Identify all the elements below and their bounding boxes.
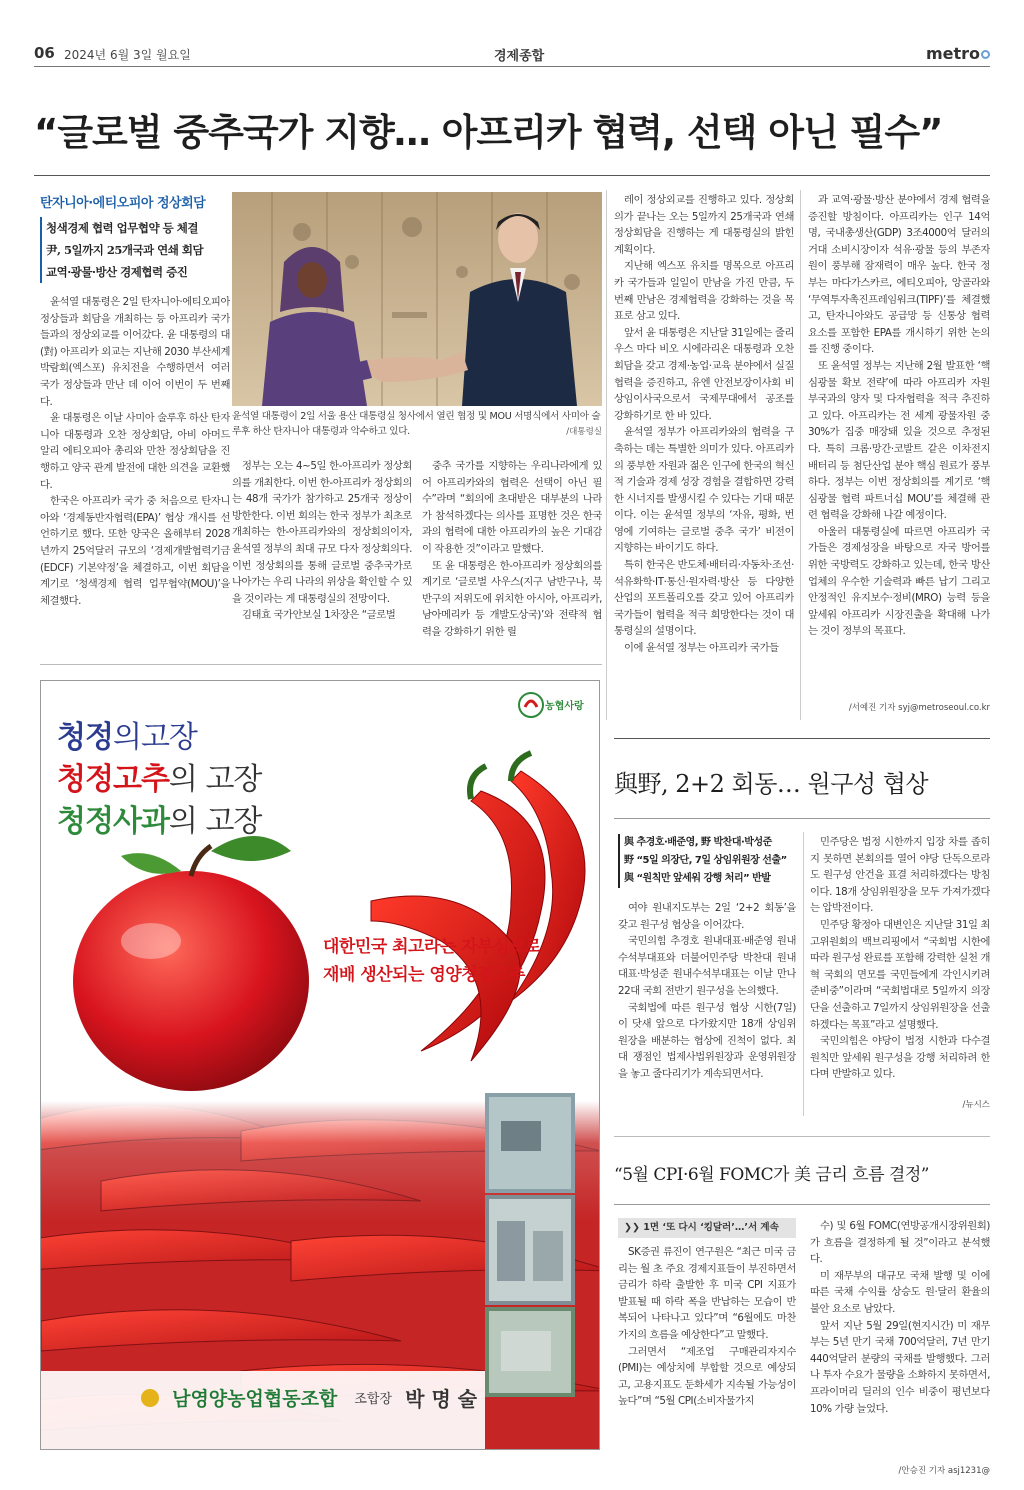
story2-col-1 <box>618 900 796 1112</box>
paragraph: 윤석열 정부가 아프리카와의 협력을 구축하는 데는 특별한 의미가 있다. 아프리카의 풍부한 자원과 젊은 인구에 한국의 혁신적 기술과 경제 성장 경험을 결합하면 강력한 시너지를 발생시킬 수 있다는 기대 때문이다. 이는 윤석열 정부의 ‘자유, 평화, 번영에 기여하는 글로벌 중추 국가’ 비전이 지향하는 바이기도 하다. <box>614 426 794 555</box>
main-col-4 <box>614 192 794 712</box>
main-byline: /서예진 기자 syj@metroseoul.co.kr <box>848 703 990 713</box>
story3-col-1 <box>618 1244 796 1480</box>
paragraph: 중추 국가를 지향하는 우리나라에게 있어 아프리카와의 협력은 선택이 아닌 필수”라며 “회의에 초대받은 대부분의 나라가 참석하겠다는 의사를 표명한 것은 한국과의 협력에 대한 아프리카의 높은 기대감이 작용한 것”이라고 말했다. <box>422 460 602 555</box>
story3-col-2 <box>810 1218 990 1462</box>
jump-arrow-icon: ❯❯ <box>624 1222 644 1233</box>
ad-ceo-title: 조합장 <box>354 1392 393 1407</box>
ad-top-rule <box>40 664 602 665</box>
caption-text: 윤석열 대통령이 2일 서울 용산 대통령실 청사에서 열린 협정 및 MOU 서명식에서 사미아 술루후 하산 탄자니아 대통령과 악수하고 있다. <box>232 411 601 437</box>
summit-photo <box>232 192 602 406</box>
summit-photo-illustration <box>232 192 602 406</box>
kicker: 탄자니아·에티오피아 정상회담 <box>40 196 206 211</box>
paragraph: 윤 대통령은 이날 사미아 술루후 하산 탄자니아 대통령과 오찬 정상회담, 아비 아머드 알리 에티오피아 총리와 만찬 정상회담을 진행하고 양국 관계 발전에 대한 의견을 교환했다. <box>40 412 230 491</box>
story2-credit: /뉴시스 <box>962 1100 990 1110</box>
paragraph: 미 재무부의 대규모 국채 발행 및 이에 따른 국채 수익률 상승도 원·달러 환율의 불안 요소로 남았다. <box>810 1269 990 1315</box>
ad-title <box>57 717 261 843</box>
subhead: 尹, 5일까지 25개국과 연쇄 회담 <box>46 243 204 257</box>
paragraph: 한국은 아프리카 국가 중 처음으로 탄자니아와 ‘경제동반자협력(EPA)’ 협상 개시를 선언하기로 했다. 또한 양국은 올해부터 2028년까지 25억달러 규모의 ‘경제개발협력기금(EDCF) 기본약정’을 체결하고, 이번 회담을 계기로 ‘청색경제 협력 업무협약(MOU)’을 체결했다. <box>40 495 230 607</box>
paragraph: 정부는 오는 4~5일 한-아프리카 정상회의를 개최한다. 이번 한-아프리카 정상회의는 48개 국가가 참가하고 25개국 정상이 방한한다. 이번 회의는 한국 정부가 최초로 개최하는 한-아프리카와의 정상회의이자, 윤석열 정부의 최대 규모 다자 정상회의다. 이번 정상회의를 통해 글로벌 중추국가로 나아가는 우리 나라의 위상을 확인할 수 있을 것이라는 게 대통령실의 전망이다. <box>232 460 412 605</box>
paragraph: 국회법에 따른 원구성 협상 시한(7일)이 닷새 앞으로 다가왔지만 18개 상임위원장을 배분하는 협상에 진척이 없다. 최대 쟁점인 법제사법위원장과 운영위원장을 놓고 줄다리기가 계속되면서다. <box>618 1001 796 1080</box>
issue-date: 2024년 6월 3일 월요일 <box>64 48 191 62</box>
paragraph: 국민의힘 추경호 원내대표·배준영 원내수석부대표와 더불어민주당 박찬대 원내대표·박성준 원내수석부대표는 이날 만나 22대 국회 전반기 원구성을 논의했다. <box>618 935 796 997</box>
ad-title-rest: 의고장 <box>112 720 197 755</box>
jump-label <box>618 1218 796 1238</box>
paragraph: SK증권 류진이 연구원은 “최근 미국 금리는 월 초 주요 경제지표들이 부진하면서 금리가 하락 출발한 후 미국 CPI 지표가 발표될 때 하락 폭을 반납하는 모습이 반복되어 나타나고 있다”며 “6월에도 마찬가지의 흐름을 예상한다”고 말했다. <box>618 1246 796 1341</box>
story2-headline-rule <box>614 818 990 819</box>
main-col-1 <box>40 294 230 649</box>
paragraph: 수) 및 6월 FOMC(연방공개시장위원회)가 흐름을 결정하게 될 것”이라고 분석했다. <box>810 1220 990 1266</box>
ad-slogan <box>323 933 541 989</box>
ad-title-strong: 청정사과 <box>57 804 169 839</box>
story3-headline-rule <box>614 1204 990 1205</box>
paragraph: 여야 원내지도부는 2일 ‘2+2 회동’을 갖고 원구성 협상을 이어갔다. <box>618 902 796 931</box>
ad-footer <box>141 1383 477 1412</box>
jump-label-text: 1면 ‘또 다시 ‘킹달러’…’서 계속 <box>643 1222 779 1233</box>
column-divider <box>800 190 801 720</box>
headline-rule <box>34 175 990 176</box>
subhead: 與 추경호·배준영, 野 박찬대·박성준 <box>624 837 772 848</box>
logo-dot-icon <box>981 50 990 59</box>
ad-slogan-line: 재배 생산되는 영양청결고추 <box>323 965 525 985</box>
story2-headline: 與野, 2+2 회동… 원구성 협상 <box>614 770 929 798</box>
page-header <box>34 44 990 66</box>
main-headline: “글로벌 중추국가 지향… 아프리카 협력, 선택 아닌 필수” <box>34 111 943 154</box>
ad-title-strong: 청정고추 <box>57 762 169 797</box>
story3-headline: “5월 CPI·6월 FOMC가 美 금리 흐름 결정” <box>614 1165 929 1185</box>
subhead: 교역·광물·방산 경제협력 증진 <box>46 265 188 279</box>
column-divider <box>803 832 804 1116</box>
paragraph: 국민의힘은 야당이 법정 시한과 다수결 원칙만 앞세워 원구성을 강행 처리하려 한다며 반발하고 있다. <box>810 1035 990 1081</box>
ad-org-name: 남영양농업협동조합 <box>172 1388 338 1410</box>
subhead: 野 “5일 의장단, 7일 상임위원장 선출” <box>624 855 787 866</box>
header-rule <box>34 66 990 67</box>
ad-title-rest: 의 고장 <box>168 804 262 839</box>
main-col-2 <box>232 458 412 648</box>
paragraph: 앞서 지난 5월 29일(현지시간) 미 재무부는 5년 만기 국채 700억달러, 7년 만기 440억달러 분량의 국채를 발행했다. 그러나 투자 수요가 물량을 소화하지 못하면서, 프라이머리 딜러의 인수 비중이 평년보다 10% 가량 늘었다. <box>810 1319 990 1415</box>
section-name: 경제종합 <box>494 49 545 64</box>
subhead: 與 “원칙만 앞세워 강행 처리” 반발 <box>624 873 771 884</box>
factory-photos <box>485 1093 575 1397</box>
photo-credit: /대통령실 <box>566 427 602 437</box>
subhead: 청색경제 협력 업무협약 등 체결 <box>46 221 198 235</box>
paragraph: 그러면서 “제조업 구매관리자지수(PMI)는 예상치에 부합할 것으로 예상되고, 고용지표도 둔화세가 지속될 가능성이 높다”며 “5월 CPI(소비자물가지 <box>618 1345 796 1408</box>
advertisement <box>40 680 600 1450</box>
ad-title-line <box>57 759 261 801</box>
paragraph: 윤석열 대통령은 2일 탄자니아·에티오피아 정상들과 회담을 개최하는 등 아프리카 국가들과의 정상외교를 이어갔다. 윤 대통령의 대(對) 아프리카 외교는 지난해 2030 부산세계박람회(엑스포) 유치전을 수행하면서 여러 국가 정상들과 만난 데 이어 이번이 두 번째다. <box>40 296 230 408</box>
paragraph: 과 교역·광물·방산 분야에서 경제 협력을 증진할 방침이다. 아프리카는 인구 14억명, 국내총생산(GDP) 3조4000억 달러의 거대 소비시장이자 석유·광물 등의 부존자원이 풍부해 잠재력이 매우 높다. 한국 정부는 마다가스카르, 에티오피아, 앙골라와 ‘무역투자촉진프레임워크(TIPF)’를 체결했고, 탄자니아와도 공급망 등 신통상 협력 요소를 포함한 EPA를 개시하기 위한 논의를 진행 중이다. <box>808 194 990 356</box>
paragraph: 앞서 윤 대통령은 지난달 31일에는 줄리우스 마다 비오 시에라리온 대통령과 오찬 회담을 갖고 경제·농업·교육 분야에서 실질 협력을 증진하고, 유엔 안전보장이사회 비상임이사국으로서 국제무대에서 공조를 강화하기로 한 바 있다. <box>614 326 794 422</box>
story3-top-rule <box>614 1136 990 1137</box>
paragraph: 레이 정상외교를 진행하고 있다. 정상회의가 끝나는 오는 5일까지 25개국과 연쇄 정상회담을 진행하는 게 대통령실의 밝힌 계획이다. <box>614 194 794 256</box>
subheads <box>40 217 230 283</box>
paragraph: 아울러 대통령실에 따르면 아프리카 국가들은 경제성장을 바탕으로 자국 방어를 위한 국방력도 강화하고 있는데, 한국 방산업체의 우수한 기술력과 빠른 납기 그리고 안정적인 유지보수·정비(MRO) 능력 등을 앞세워 아프리카 시장진출을 확대해 나가는 것이 정부의 목표다. <box>808 525 990 638</box>
ad-title-line <box>57 717 261 759</box>
paragraph: 또 윤석열 정부는 지난해 2월 발표한 ‘핵심광물 확보 전략’에 따라 아프리카 자원 부국과의 양자 및 다자협력을 적극 추진하고 있다. 아프리카는 전 세계 광물자원 중 30%가 집중 매장돼 있을 것으로 추정된다. 특히 크롬·망간·코발트 같은 이차전지 배터리 등 첨단산업 분야 핵심 원료가 풍부하다. 정부는 이번 정상회의를 계기로 ‘핵심광물 협력 파트너십 MOU’를 체결해 관련 협력을 강화해 나갈 예정이다. <box>808 359 990 522</box>
paragraph: 또 윤 대통령은 한-아프리카 정상회의를 계기로 ‘글로벌 사우스(지구 남반구나, 북반구의 저위도에 위치한 아시아, 아프리카, 남아메리카 등 개발도상국)’와 전략적 협력을 강화하기 위한 릴 <box>422 559 602 638</box>
ad-logo-text: 농협사랑 <box>545 701 584 712</box>
story2-top-rule <box>614 738 990 739</box>
photo-caption <box>232 410 602 439</box>
ad-ceo-name: 박 명 술 <box>405 1387 478 1411</box>
metro-logo-text: metro <box>925 44 980 63</box>
story3-byline: /안승진 기자 asj1231@ <box>898 1466 990 1476</box>
paragraph: 특히 한국은 반도체·배터리·자동차·조선·석유화학·IT·통신·원자력·방산 등 다양한 산업의 포트폴리오를 갖고 있어 아프리카 국가들이 협력을 적극 희망한다는 것이 대통령실의 설명이다. <box>614 559 794 638</box>
column-divider <box>606 190 607 720</box>
ad-title-line <box>57 801 261 843</box>
ad-title-strong: 청정 <box>57 720 113 755</box>
paragraph: 민주당 황정아 대변인은 지난달 31일 최고위원회의 백브리핑에서 “국회법 시한에 따라 원구성 완료를 포함해 강력한 실천 개혁 국회의 면모를 국민들에게 각인시키려 준비중”이라며 “국회법대로 5일까지 의장단을 선출하고 7일까지 상임위원장을 선출하겠다는 목표”라고 설명했다. <box>810 918 990 1031</box>
ad-title-rest: 의 고장 <box>168 762 262 797</box>
story2-subheads <box>618 834 798 888</box>
ad-slogan-line: 대한민국 최고라는 자부심으로 <box>323 937 541 957</box>
metro-logo <box>926 44 990 63</box>
paragraph: 지난해 엑스포 유치를 명목으로 아프리카 국가들과 일일이 만남을 가진 만큼, 두 번째 만남은 경제협력을 강화하는 것을 목표로 삼고 있다. <box>614 260 794 323</box>
main-col-5 <box>808 192 990 702</box>
paragraph: 민주당은 법정 시한까지 입장 차를 좁히지 못하면 본회의를 열어 야당 단독으로라도 원구성 안건을 표결 처리하겠다는 방침이다. 18개 상임위원장을 모두 가져가겠다는 압박전이다. <box>810 836 990 915</box>
paragraph: 김태효 국가안보실 1차장은 “글로벌 <box>242 609 396 622</box>
story2-col-2 <box>810 834 990 1100</box>
main-col-3 <box>422 458 602 648</box>
page-number: 06 <box>34 44 55 62</box>
paragraph: 이에 윤석열 정부는 아프리카 국가들 <box>624 642 779 655</box>
nh-logo-icon <box>141 1389 159 1407</box>
